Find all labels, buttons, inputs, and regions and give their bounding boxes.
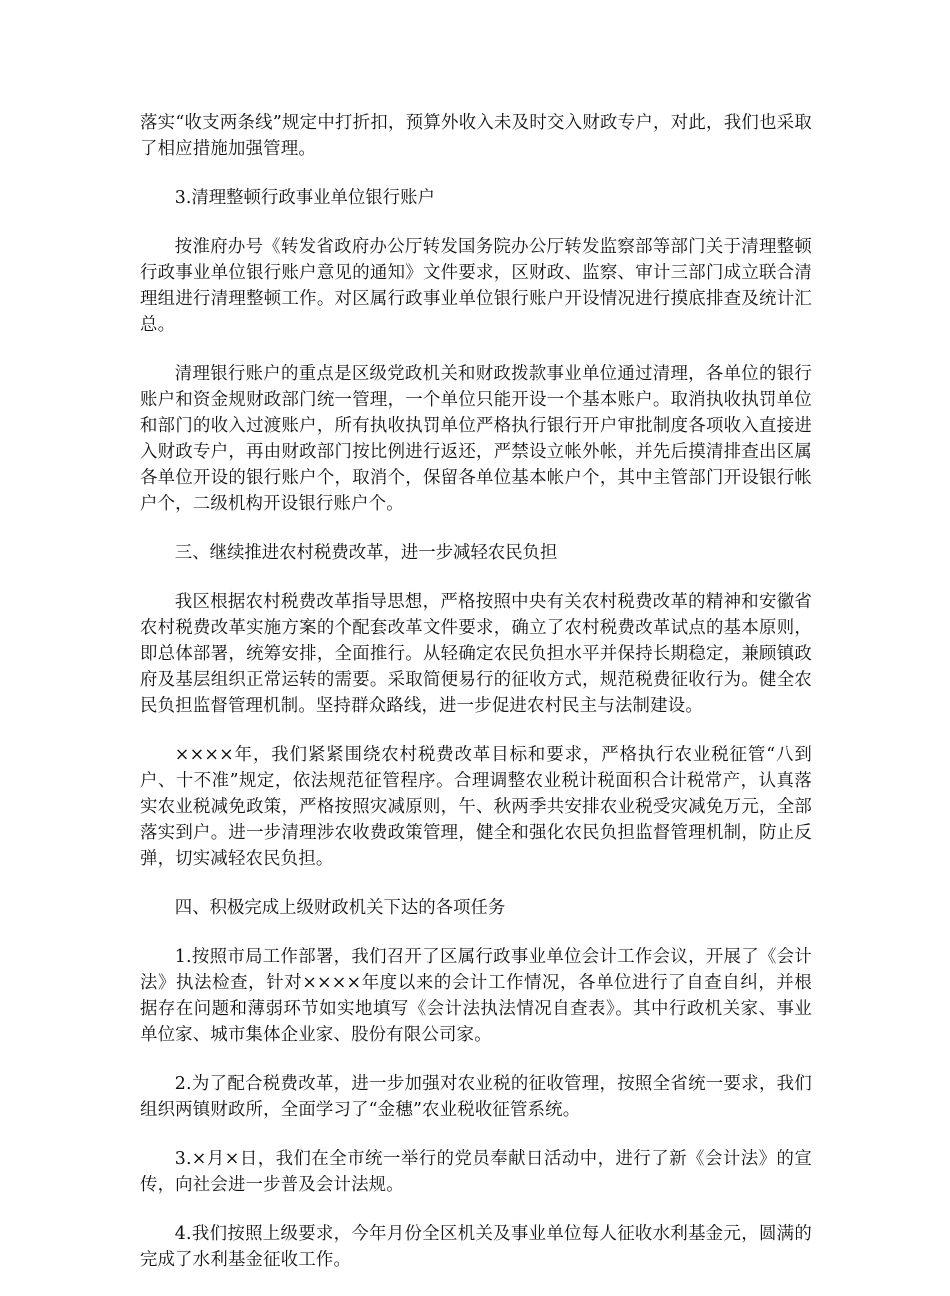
section-heading-superior-tasks: 四、积极完成上级财政机关下达的各项任务 — [174, 898, 506, 918]
paragraph-tax-collection-system: 2.为了配合税费改革，进一步加强对农业税的征收管理，按照全省统一要求，我们组织两镇财政所，全面学习了“金穗”农业税收征管系统。 — [140, 1074, 812, 1120]
paragraph-accounting-law-promotion: 3.×月×日，我们在全市统一举行的党员奉献日活动中，进行了新《会计法》的宣传，向社会进一步普及会计法规。 — [140, 1149, 812, 1195]
paragraph-agricultural-tax: ××××年，我们紧紧围绕农村税费改革目标和要求，严格执行农业税征管“八到户、十不准”规定，依法规范征管程序。合理调整农业税计税面积合计税常产，认真落实农业税减免政策，严格按照灾减原则，午、秋两季共安排农业税受灾减免万元，全部落实到户。进一步清理涉农收费政策管理，健全和强化农民负担监督管理机制，防止反弹，切实减轻农民负担。 — [140, 745, 812, 869]
paragraph-document-requirement: 按淮府办号《转发省政府办公厅转发国务院办公厅转发监察部等部门关于清理整顿行政事业单位银行账户意见的通知》文件要求，区财政、监察、审计三部门成立联合清理组进行清理整顿工作。对区属行政事业单位银行账户开设情况进行摸底排查及统计汇总。 — [140, 237, 812, 335]
section-heading-bank-accounts: 3.清理整顿行政事业单位银行账户 — [174, 188, 435, 208]
paragraph-water-fund: 4.我们按照上级要求，今年月份全区机关及事业单位每人征收水利基金元，圆满的完成了水利基金征收工作。 — [140, 1224, 812, 1270]
paragraph-revenue-management: 落实“收支两条线”规定中打折扣，预算外收入未及时交入财政专户，对此，我们也采取了相应措施加强管理。 — [140, 113, 812, 159]
paragraph-accounting-law-inspection: 1.按照市局工作部署，我们召开了区属行政事业单位会计工作会议，开展了《会计法》执法检查，针对××××年度以来的会计工作情况，各单位进行了自查自纠，并根据存在问题和薄弱环节如实地填写《会计法执法情况自查表》。其中行政机关家、事业单位家、城市集体企业家、股份有限公司家。 — [140, 947, 812, 1045]
paragraph-reform-principles: 我区根据农村税费改革指导思想，严格按照中央有关农村税费改革的精神和安徽省农村税费改革实施方案的个配套改革文件要求，确立了农村税费改革试点的基本原则，即总体部署，统筹安排，全面推行。从轻确定农民负担水平并保持长期稳定，兼顾镇政府及基层组织正常运转的需要。采取简便易行的征收方式，规范税费征收行为。健全农民负担监督管理机制。坚持群众路线，进一步促进农村民主与法制建设。 — [140, 592, 812, 716]
section-heading-rural-tax-reform: 三、继续推进农村税费改革，进一步减轻农民负担 — [174, 543, 558, 563]
paragraph-account-cleanup: 清理银行账户的重点是区级党政机关和财政拨款事业单位通过清理，各单位的银行账户和资金规财政部门统一管理，一个单位只能开设一个基本账户。取消执收执罚单位和部门的收入过渡账户，所有执收执罚单位严格执行银行开户审批制度各项收入直接进入财政专户，再由财政部门按比例进行返还，严禁设立帐外帐，并先后摸清排查出区属各单位开设的银行账户个，取消个，保留各单位基本帐户个，其中主管部门开设银行帐户个，二级机构开设银行账户个。 — [140, 364, 812, 514]
document-page — [140, 110, 812, 1296]
